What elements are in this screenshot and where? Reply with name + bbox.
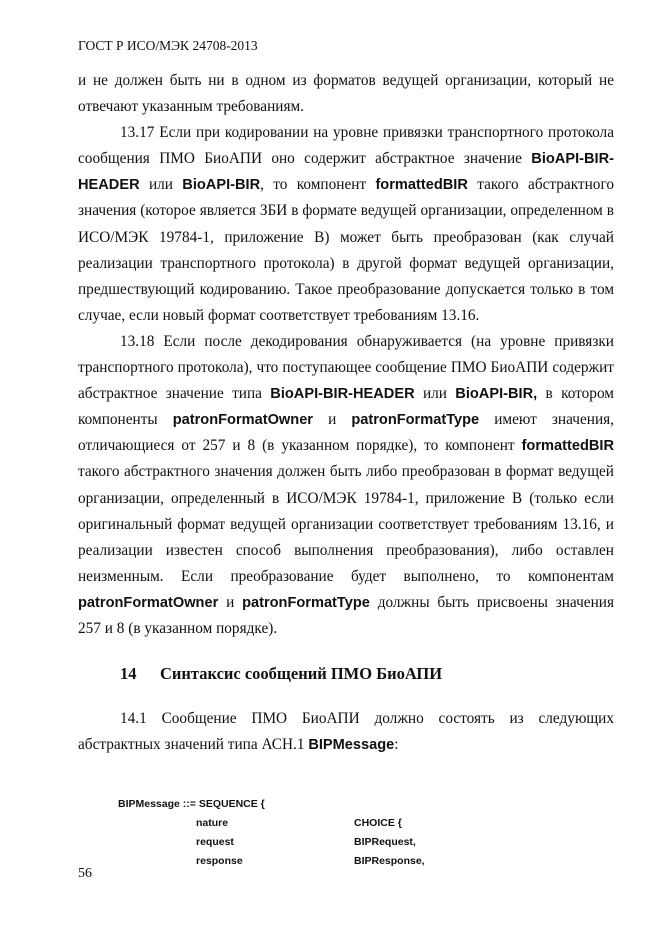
code-type: BIPRequest, bbox=[354, 836, 416, 848]
code-term: BIPMessage bbox=[308, 737, 395, 754]
section-title: Синтаксис сообщений ПМО БиоАПИ bbox=[160, 664, 443, 684]
code-term: patronFormatOwner bbox=[78, 594, 219, 611]
paragraph-continuation: и не должен быть ни в одном из форматов ведущей организации, который не отвечают указанным требованиям. bbox=[78, 72, 614, 116]
page-number: 56 bbox=[78, 866, 92, 881]
code-term: formattedBIR bbox=[521, 438, 614, 455]
code-term: BioAPI-BIR-HEADER bbox=[78, 151, 614, 194]
paragraph-14-1: 14.1 Сообщение ПМО БиоАПИ должно состоять из следующих абстрактных значений типа АСН.1 BIPMessage: bbox=[78, 710, 614, 754]
code-term: BioAPI-BIR, bbox=[455, 386, 538, 403]
code-field: response bbox=[196, 855, 243, 867]
code-row bbox=[118, 852, 538, 871]
code-term: formattedBIR bbox=[375, 177, 468, 194]
document-header: ГОСТ Р ИСО/МЭК 24708-2013 bbox=[78, 38, 258, 53]
code-term: BioAPI-BIR-HEADER bbox=[270, 386, 415, 403]
paragraph-13-17: 13.17 Если при кодировании на уровне привязки транспортного протокола сообщения ПМО БиоАПИ оно содержит абстрактное значение BioAPI-BIR-HEADER или BioAPI-BIR, то компонент formattedBIR такого абстрактного значения (которое является ЗБИ в формате ведущей организации, определенном в ИСО/МЭК 19784-1, приложение В) может быть преобразован (как случай реализации транспортного протокола) в другой формат ведущей организации, предшествующий кодированию. Такое преобразование допускается только в том случае, если новый формат соответствует требованиям 13.16. bbox=[78, 124, 614, 324]
code-row bbox=[118, 814, 538, 833]
section-heading bbox=[78, 652, 614, 696]
code-line: BIPMessage ::= SEQUENCE { bbox=[118, 798, 265, 810]
code-row bbox=[118, 833, 538, 852]
code-term: patronFormatType bbox=[351, 412, 480, 429]
paragraph-13-18: 13.18 Если после декодирования обнаруживается (на уровне привязки транспортного протокола), что поступающее сообщение ПМО БиоАПИ содержит абстрактное значение типа BioAPI-BIR-HEADER или BioAPI-BIR, в котором компоненты patronFormatOwner и patronFormatType имеют значения, отличающиеся от 257 и 8 (в указанном порядке), то компонент formattedBIR такого абстрактного значения должен быть либо преобразован в формат ведущей организации, определенный в ИСО/МЭК 19784-1, приложение В (только если оригинальный формат ведущей организации соответствует требованиям 13.16, и реализации известен способ выполнения преобразования), либо оставлен неизменным. Если преобразование будет выполнено, то компонентам patronFormatOwner и patronFormatType должны быть присвоены значения 257 и 8 (в указанном порядке). bbox=[78, 332, 614, 637]
document-body bbox=[78, 68, 614, 758]
asn1-code-block bbox=[118, 795, 538, 871]
code-type: CHOICE { bbox=[354, 817, 402, 829]
section-number: 14 bbox=[120, 664, 137, 684]
code-type: BIPResponse, bbox=[354, 855, 425, 867]
code-term: patronFormatType bbox=[242, 594, 370, 611]
code-term: patronFormatOwner bbox=[172, 412, 313, 429]
code-term: BioAPI-BIR bbox=[182, 177, 261, 194]
code-field: request bbox=[196, 836, 234, 848]
code-field: nature bbox=[196, 817, 229, 829]
